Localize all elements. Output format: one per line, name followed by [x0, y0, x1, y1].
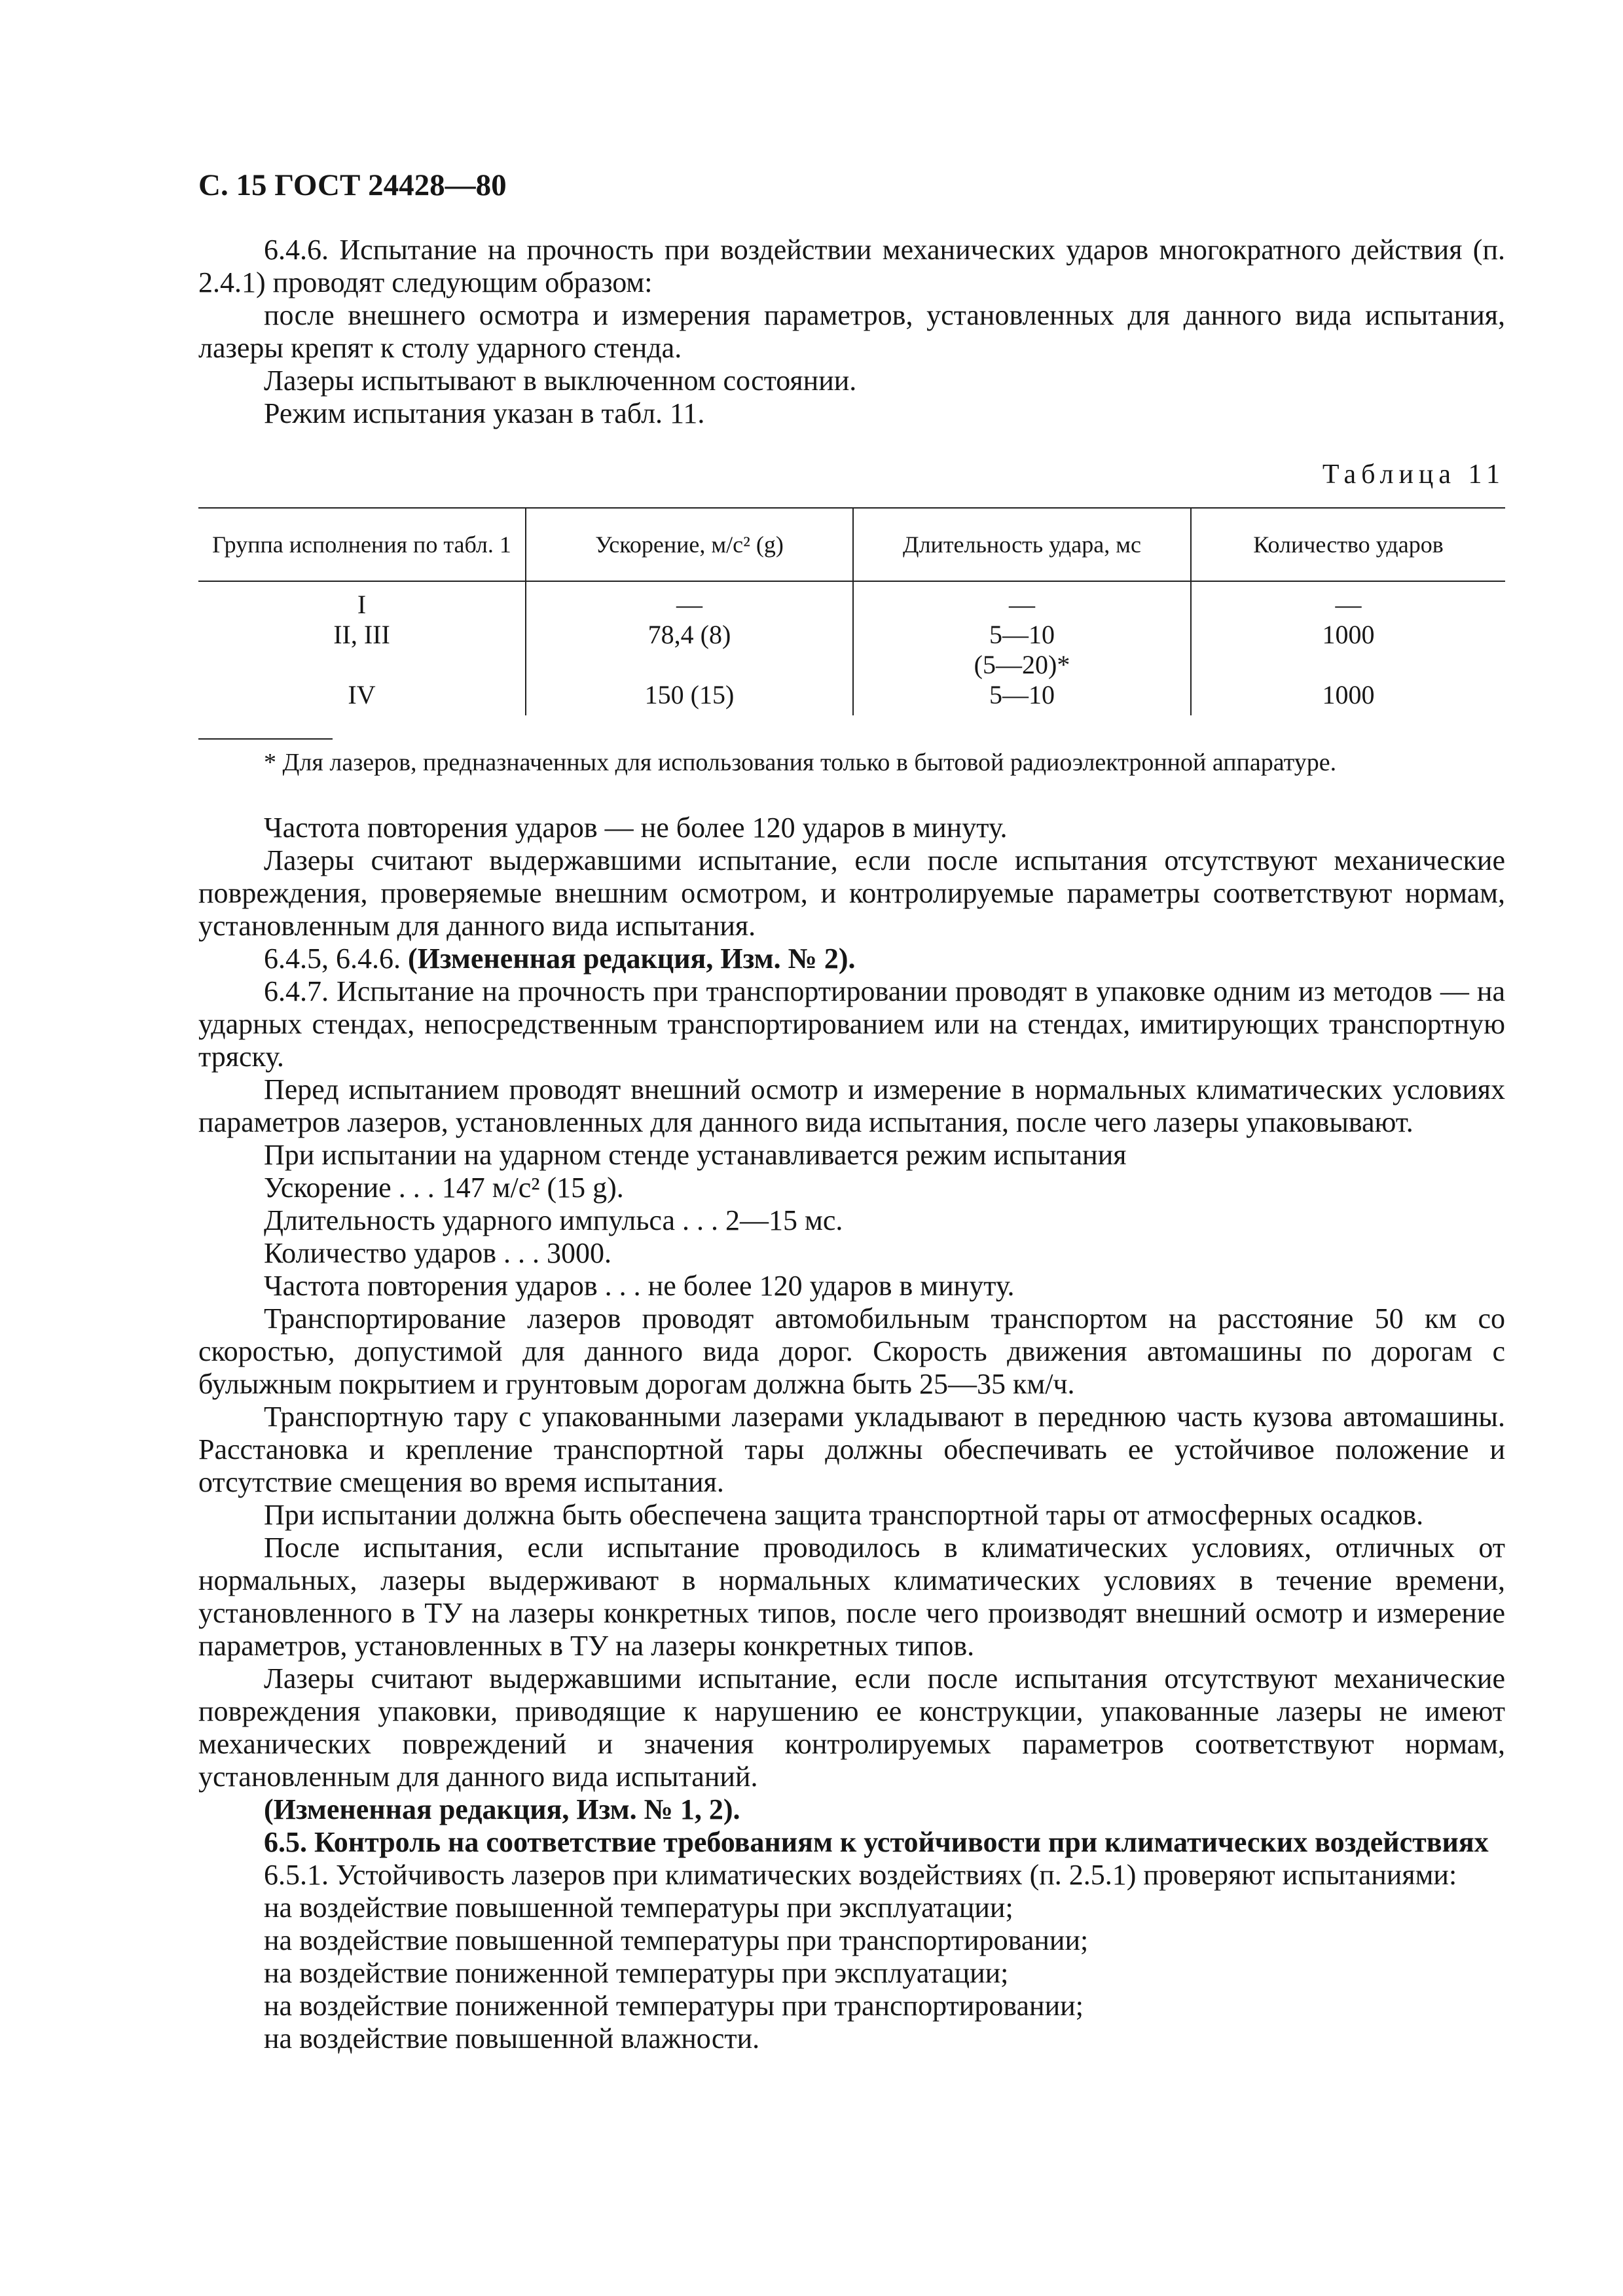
paragraph: Длительность ударного импульса . . . 2—15 мс. [264, 1204, 843, 1236]
table-header-row [198, 508, 1505, 581]
paragraph: Лазеры считают выдержавшими испытание, если после испытания отсутствуют механические повреждения упаковки, приводящие к нарушению ее конструкции, упакованные лазеры не имеют механических повреждений и значения контролируемых параметров соответствуют нормам, установленным для данного вида испытаний. [198, 1662, 1505, 1793]
section-6-4-6 [198, 234, 1505, 430]
section-heading: 6.5. Контроль на соответствие требованиям к устойчивости при климатических воздействиях [264, 1826, 1489, 1858]
table-header-cell: Количество ударов [1191, 508, 1505, 581]
page-header: С. 15 ГОСТ 24428—80 [198, 168, 507, 202]
paragraph: Частота повторения ударов . . . не более 120 ударов в минуту. [264, 1270, 1015, 1302]
paragraph: Количество ударов . . . 3000. [264, 1237, 611, 1269]
paragraph: При испытании должна быть обеспечена защита транспортной тары от атмосферных осадков. [264, 1499, 1424, 1531]
paragraph: Транспортирование лазеров проводят автомобильным транспортом на расстояние 50 км со скоростью, допустимой для данного вида дорог. Скорость движения автомашины по дорогам с булыжным покрытием и грунтовым дорогам должна быть 25—35 км/ч. [198, 1302, 1505, 1400]
paragraph: Лазеры испытывают в выключенном состоянии. [264, 365, 857, 397]
table-cell: 5—10 [853, 620, 1191, 650]
paragraph: После испытания, если испытание проводилось в климатических условиях, отличных от нормальных, лазеры выдерживают в нормальных климатических условиях в течение времени, установленного в ТУ на лазеры конкретных типов, после чего производят внешний осмотр и измерение параметров, установленных в ТУ на лазеры конкретных типов. [198, 1532, 1505, 1662]
table-cell: — [526, 581, 853, 620]
table-caption: Таблица 11 [1322, 459, 1505, 490]
amendment-note: (Измененная редакция, Изм. № 1, 2). [264, 1793, 740, 1825]
table-cell: 1000 [1191, 620, 1505, 650]
table-cell [198, 650, 526, 680]
table-cell: — [1191, 581, 1505, 620]
table-cell: 78,4 (8) [526, 620, 853, 650]
list-item: на воздействие повышенной влажности. [264, 2022, 760, 2054]
list-item: на воздействие повышенной температуры при транспортировании; [264, 1924, 1089, 1956]
paragraph: При испытании на ударном стенде устанавливается режим испытания [264, 1139, 1127, 1171]
paragraph: Ускорение . . . 147 м/с² (15 g). [264, 1172, 624, 1204]
list-item: на воздействие повышенной температуры при эксплуатации; [264, 1892, 1013, 1924]
table-cell: IV [348, 680, 376, 709]
table-row [198, 581, 1505, 620]
clause-ref: 6.4.5, 6.4.6. [264, 942, 401, 975]
paragraph: 6.4.6. Испытание на прочность при воздействии механических ударов многократного действия (п. 2.4.1) проводят следующим образом: [198, 234, 1505, 298]
list-item: на воздействие пониженной температуры при транспортировании; [264, 1990, 1084, 2022]
main-text [198, 812, 1505, 2055]
table-cell: II, III [333, 620, 390, 649]
paragraph: 6.4.7. Испытание на прочность при транспортировании проводят в упаковке одним из методов — на ударных стендах, непосредственным транспортированием или на стендах, имитирующих транспортную тряску. [198, 975, 1505, 1073]
list-item: на воздействие пониженной температуры при эксплуатации; [264, 1957, 1009, 1989]
table-cell: — [853, 581, 1191, 620]
paragraph: Лазеры считают выдержавшими испытание, если после испытания отсутствуют механические повреждения, проверяемые внешним осмотром, и контролируемые параметры соответствуют нормам, установленным для данного вида испытания. [198, 844, 1505, 942]
table-row [198, 680, 1505, 715]
paragraph: Режим испытания указан в табл. 11. [264, 397, 705, 429]
table-row [198, 620, 1505, 650]
table-header-cell: Группа исполнения по табл. 1 [198, 508, 526, 581]
amendment-text: (Измененная редакция, Изм. № 2). [408, 942, 856, 975]
table-header-cell: Длительность удара, мс [853, 508, 1191, 581]
footnote: * Для лазеров, предназначенных для использования только в бытовой радиоэлектронной аппаратуре. [264, 749, 1337, 776]
table-11 [198, 507, 1505, 715]
table-cell: 1000 [1191, 680, 1505, 715]
table-row [198, 650, 1505, 680]
paragraph: Транспортную тару с упакованными лазерами укладывают в переднюю часть кузова автомашины. Расстановка и крепление транспортной тары должны обеспечивать ее устойчивое положение и отсутствие смещения во время испытания. [198, 1401, 1505, 1498]
table-cell: 150 (15) [526, 680, 853, 715]
paragraph: после внешнего осмотра и измерения параметров, установленных для данного вида испытания, лазеры крепят к столу ударного стенда. [198, 299, 1505, 364]
paragraph: Частота повторения ударов — не более 120 ударов в минуту. [264, 812, 1008, 844]
footnote-divider [198, 738, 333, 740]
paragraph: 6.5.1. Устойчивость лазеров при климатических воздействиях (п. 2.5.1) проверяют испытаниями: [264, 1859, 1457, 1891]
table-cell: (5—20)* [853, 650, 1191, 680]
paragraph: Перед испытанием проводят внешний осмотр и измерение в нормальных климатических условиях параметров лазеров, установленных для данного вида испытания, после чего лазеры упаковывают. [198, 1073, 1505, 1138]
amendment-note [198, 942, 1505, 975]
table-cell: 5—10 [853, 680, 1191, 715]
table-cell [1191, 650, 1505, 680]
table-cell: I [357, 590, 367, 619]
table-cell [526, 650, 853, 680]
table-header-cell: Ускорение, м/с² (g) [526, 508, 853, 581]
